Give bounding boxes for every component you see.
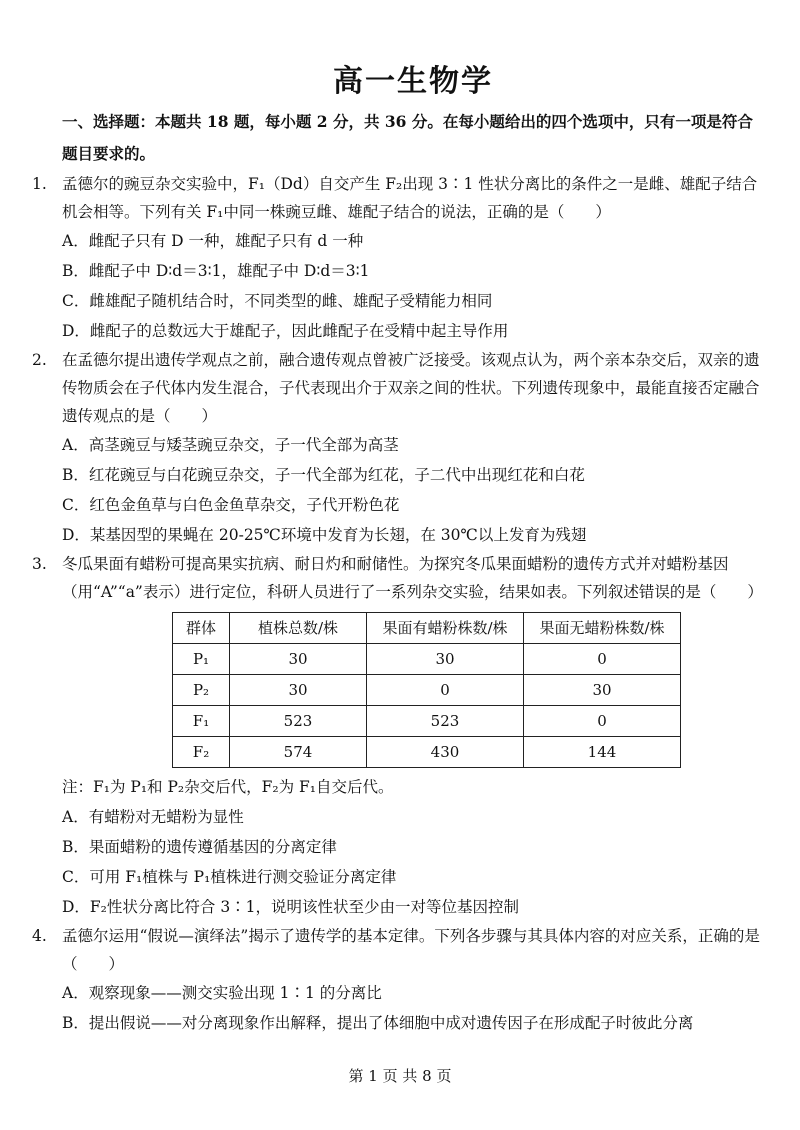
table-row (173, 706, 681, 737)
section-instructions (16, 106, 764, 170)
question-2 (32, 346, 764, 550)
table-cell: 30 (230, 644, 367, 675)
table-cell: F₁ (173, 706, 230, 737)
table-cell: P₁ (173, 644, 230, 675)
option-a: A．高茎豌豆与矮茎豌豆杂交，子一代全部为高茎 (62, 436, 399, 454)
table-header-cell: 植株总数/株 (230, 613, 367, 644)
option-d: D．雌配子的总数远大于雄配子，因此雌配子在受精中起主导作用 (62, 322, 509, 340)
table-cell: 0 (524, 644, 681, 675)
option-b: B．雌配子中 D∶d＝3∶1，雄配子中 D∶d＝3∶1 (62, 262, 370, 280)
table-row (173, 675, 681, 706)
table-header-cell: 果面无蜡粉株数/株 (524, 613, 681, 644)
option-c: C．雌雄配子随机结合时，不同类型的雌、雄配子受精能力相同 (62, 292, 493, 310)
data-table (172, 612, 681, 768)
question-stem: 冬瓜果面有蜡粉可提高果实抗病、耐日灼和耐储性。为探究冬瓜果面蜡粉的遗传方式并对蜡粉基因（用“A”“a”表示）进行定位，科研人员进行了一系列杂交实验，结果如表。下列叙述错误的是（ ） (62, 555, 763, 601)
table-header-cell: 果面有蜡粉株数/株 (367, 613, 524, 644)
table-cell: P₂ (173, 675, 230, 706)
table-cell: 30 (524, 675, 681, 706)
option-a: A．雌配子只有 D 一种，雄配子只有 d 一种 (62, 232, 364, 250)
option-a: A．有蜡粉对无蜡粉为显性 (62, 808, 244, 826)
option-b: B．提出假说——对分离现象作出解释，提出了体细胞中成对遗传因子在形成配子时彼此分离 (62, 1014, 694, 1032)
table-cell: 30 (230, 675, 367, 706)
question-stem: 孟德尔运用“假说—演绎法”揭示了遗传学的基本定律。下列各步骤与其具体内容的对应关系，正确的是（ ） (62, 927, 760, 973)
question-4 (32, 922, 764, 1038)
table-cell: 0 (524, 706, 681, 737)
option-b: B．红花豌豆与白花豌豆杂交，子一代全部为红花，子二代中出现红花和白花 (62, 466, 585, 484)
table-header-cell: 群体 (173, 613, 230, 644)
table-note: 注：F₁为 P₁和 P₂杂交后代，F₂为 F₁自交后代。 (62, 778, 394, 796)
table-row (173, 644, 681, 675)
table-cell: 30 (367, 644, 524, 675)
table-cell: 523 (230, 706, 367, 737)
option-a: A．观察现象——测交实验出现 1∶1 的分离比 (62, 984, 382, 1002)
table-cell: 430 (367, 737, 524, 768)
question-3 (32, 550, 764, 922)
page-title: 高一生物学 (333, 64, 493, 99)
section-header: 一、选择题： (62, 112, 156, 131)
option-b: B．果面蜡粉的遗传遵循基因的分离定律 (62, 838, 337, 856)
table-cell: 144 (524, 737, 681, 768)
question-number: 4. (32, 927, 47, 945)
question-number: 1. (32, 175, 47, 193)
option-d: D．某基因型的果蝇在 20-25℃环境中发育为长翅，在 30℃以上发育为残翅 (62, 526, 587, 544)
table-header-row (173, 613, 681, 644)
table-cell: 574 (230, 737, 367, 768)
table-row (173, 737, 681, 768)
section-text: 本题共 18 题，每小题 2 分，共 36 分。在每小题给出的四个选项中，只有一项是符合题目要求的。 (62, 112, 753, 163)
option-c: C．可用 F₁植株与 P₁植株进行测交验证分离定律 (62, 868, 397, 886)
question-number: 2. (32, 351, 47, 369)
option-c: C．红色金鱼草与白色金鱼草杂交，子代开粉色花 (62, 496, 400, 514)
option-d: D．F₂性状分离比符合 3∶1，说明该性状至少由一对等位基因控制 (62, 898, 520, 916)
question-stem: 在孟德尔提出遗传学观点之前，融合遗传观点曾被广泛接受。该观点认为，两个亲本杂交后，双亲的遗传物质会在子代体内发生混合，子代表现出介于双亲之间的性状。下列遗传现象中，最能直接否定融合遗传观点的是（ ） (62, 351, 760, 425)
table-cell: F₂ (173, 737, 230, 768)
table-cell: 523 (367, 706, 524, 737)
page-footer: 第 1 页 共 8 页 (348, 1067, 452, 1085)
table-cell: 0 (367, 675, 524, 706)
question-1 (32, 170, 764, 346)
question-stem: 孟德尔的豌豆杂交实验中，F₁（Dd）自交产生 F₂出现 3∶1 性状分离比的条件之一是雌、雄配子结合机会相等。下列有关 F₁中同一株豌豆雌、雄配子结合的说法，正确的是（ ） (62, 175, 758, 221)
question-number: 3. (32, 555, 47, 573)
